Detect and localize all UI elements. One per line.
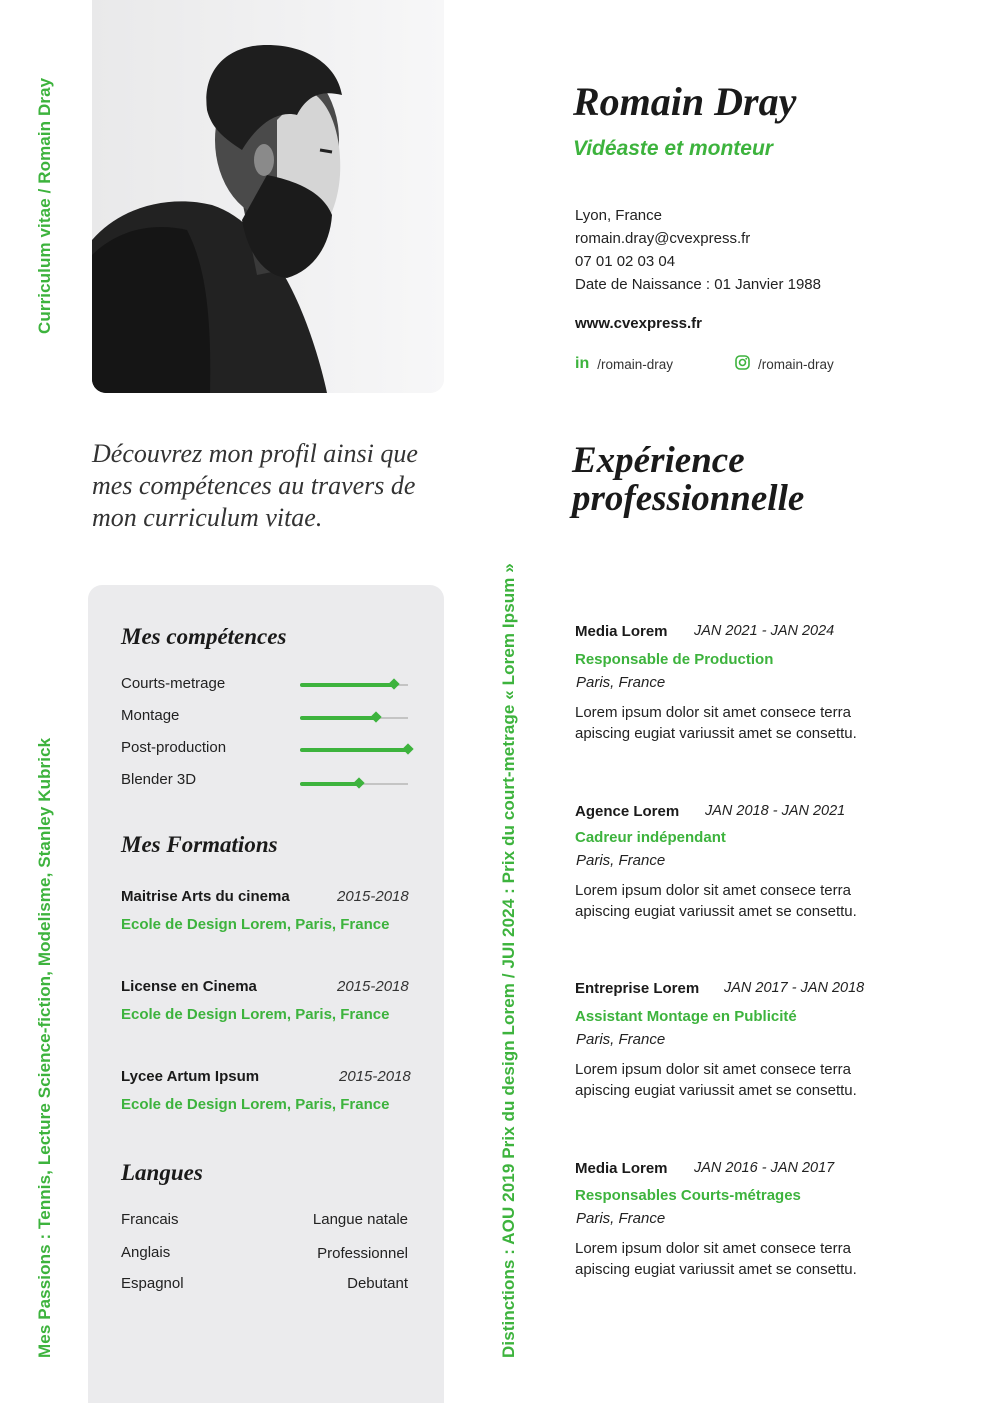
languages-heading: Langues (121, 1160, 203, 1185)
instagram-handle: /romain-dray (758, 356, 834, 372)
job-role: Responsables Courts-métrages (575, 1187, 801, 1204)
candidate-name: Romain Dray (573, 79, 797, 124)
language-name: Anglais (121, 1244, 171, 1261)
formation-school: Ecole de Design Lorem, Paris, France (121, 1096, 390, 1113)
job-company: Media Lorem (575, 1160, 668, 1177)
job-company: Media Lorem (575, 623, 668, 640)
skill-label: Montage (121, 707, 180, 724)
formation-years: 2015-2018 (339, 1068, 411, 1085)
contact-birthdate: Date de Naissance : 01 Janvier 1988 (575, 276, 821, 293)
side-cv-label: Curriculum vitae / Romain Dray (35, 77, 54, 334)
skill-bar (300, 783, 408, 785)
contact-email[interactable]: romain.dray@cvexpress.fr (575, 230, 751, 247)
language-name: Francais (121, 1211, 179, 1228)
skill-label: Blender 3D (121, 771, 197, 788)
experience-heading-line2: professionnelle (572, 478, 805, 519)
formation-title: Lycee Artum Ipsum (121, 1068, 260, 1085)
job-place: Paris, France (576, 1210, 666, 1227)
job-place: Paris, France (576, 1031, 666, 1048)
job-place: Paris, France (576, 674, 666, 691)
job-description: Lorem ipsum dolor sit amet consece terra apiscing eugiat variussit amet se consettu. (575, 882, 857, 920)
contact-location: Lyon, France (575, 207, 662, 224)
skill-bar-fill (300, 683, 394, 687)
formation-title: License en Cinema (121, 978, 257, 995)
side-distinctions: Distinctions : AOU 2019 Prix du design Lorem / JUI 2024 : Prix du court-metrage « Lorem Ipsum » (499, 563, 518, 1358)
formation-title: Maitrise Arts du cinema (121, 888, 290, 905)
job-place: Paris, France (576, 852, 666, 869)
language-name: Espagnol (121, 1275, 184, 1292)
skill-bar (300, 749, 408, 751)
formation-years: 2015-2018 (337, 888, 409, 905)
language-level: Debutant (347, 1275, 408, 1292)
contact-phone: 07 01 02 03 04 (575, 253, 676, 270)
profile-photo (92, 0, 444, 393)
job-role: Assistant Montage en Publicité (575, 1008, 797, 1025)
job-dates: JAN 2016 - JAN 2017 (694, 1160, 835, 1176)
skill-bar (300, 684, 408, 686)
job-description: Lorem ipsum dolor sit amet consece terra apiscing eugiat variussit amet se consettu. (575, 1061, 857, 1099)
job-title: Vidéaste et monteur (573, 137, 773, 160)
instagram-icon (735, 355, 750, 373)
skill-label: Post-production (121, 739, 227, 756)
experience-heading-line1: Expérience (572, 440, 745, 481)
website-link[interactable]: www.cvexpress.fr (575, 315, 703, 332)
formation-school: Ecole de Design Lorem, Paris, France (121, 1006, 390, 1023)
job-role: Cadreur indépendant (575, 829, 726, 846)
language-level: Professionnel (317, 1245, 408, 1262)
skills-heading: Mes compétences (121, 624, 287, 649)
profile-tagline: Découvrez mon profil ainsi que mes compétences au travers de mon curriculum vitae. (92, 439, 418, 532)
linkedin-link[interactable] (575, 355, 673, 373)
formations-heading: Mes Formations (121, 832, 278, 857)
job-description: Lorem ipsum dolor sit amet consece terra apiscing eugiat variussit amet se consettu. (575, 704, 857, 742)
language-level: Langue natale (312, 1211, 408, 1228)
job-dates: JAN 2017 - JAN 2018 (724, 980, 865, 996)
formation-school: Ecole de Design Lorem, Paris, France (121, 916, 390, 933)
side-passions: Mes Passions : Tennis, Lecture Science-fiction, Modelisme, Stanley Kubrick (35, 737, 54, 1358)
job-role: Responsable de Production (575, 651, 774, 668)
job-dates: JAN 2018 - JAN 2021 (705, 803, 846, 819)
formation-years: 2015-2018 (337, 978, 409, 995)
skill-bar (300, 717, 408, 719)
job-company: Entreprise Lorem (575, 980, 700, 997)
skill-bar-fill (300, 748, 408, 752)
skill-label: Courts-metrage (121, 675, 226, 692)
job-description: Lorem ipsum dolor sit amet consece terra apiscing eugiat variussit amet se consettu. (575, 1240, 857, 1278)
linkedin-icon: in (575, 355, 590, 372)
experience-heading (572, 442, 804, 518)
linkedin-handle: /romain-dray (597, 356, 673, 372)
job-company: Agence Lorem (575, 803, 680, 820)
skill-bar-fill (300, 782, 359, 786)
job-dates: JAN 2021 - JAN 2024 (694, 623, 835, 639)
skill-bar-fill (300, 716, 376, 720)
instagram-link[interactable] (735, 355, 834, 373)
